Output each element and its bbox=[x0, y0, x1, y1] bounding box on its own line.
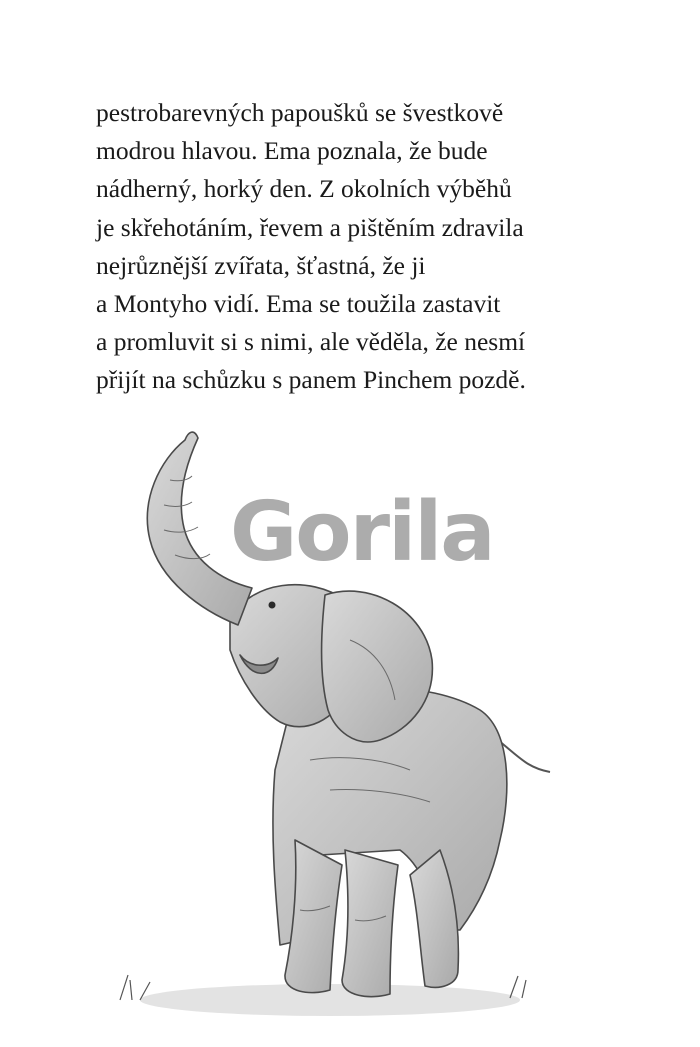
text-line: nejrůznější zvířata, šťastná, že ji bbox=[96, 250, 426, 280]
text-line: a promluvit si s nimi, ale věděla, že nesmí bbox=[96, 327, 526, 357]
text-line: pestrobarevných papoušků se švestkově bbox=[96, 98, 504, 127]
text-line: je skřehotáním, řevem a pištěním zdravila bbox=[96, 212, 524, 242]
text-line: modrou hlavou. Ema poznala, že bude bbox=[96, 136, 488, 166]
text-line: nádherný, horký den. Z okolních výběhů bbox=[96, 174, 512, 204]
body-text bbox=[96, 94, 636, 400]
watermark: Gorila bbox=[230, 485, 494, 580]
text-line: a Montyho vidí. Ema se toužila zastavit bbox=[96, 289, 501, 319]
text-line: přijít na schůzku s panem Pinchem pozdě. bbox=[96, 365, 526, 395]
